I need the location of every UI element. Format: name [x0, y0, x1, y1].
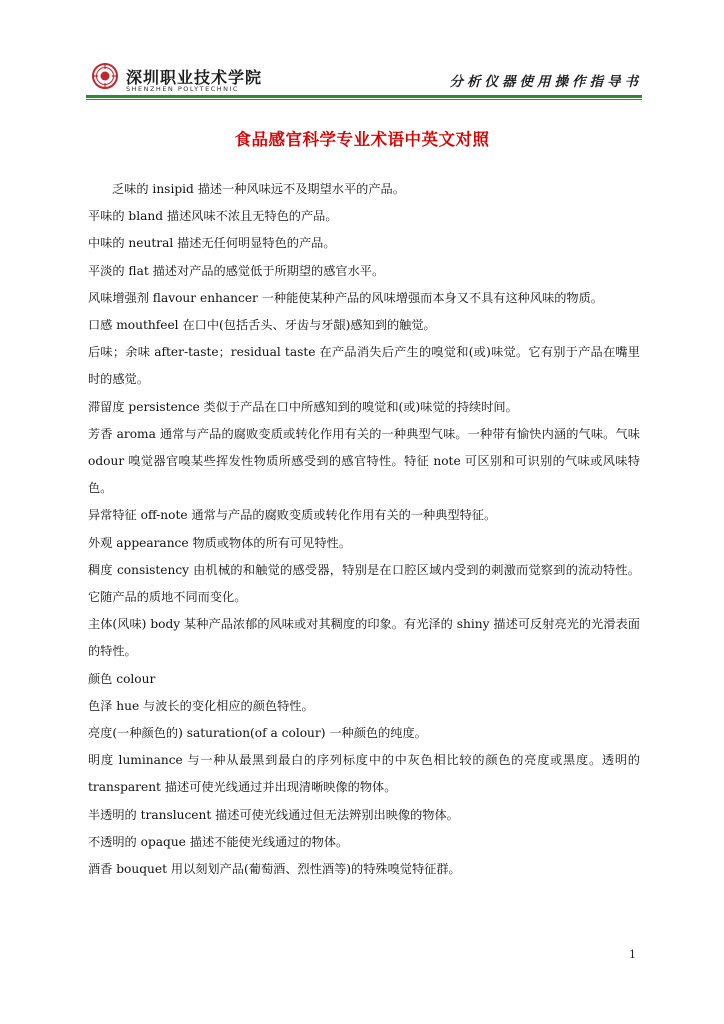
- header-divider-thin: [86, 99, 642, 100]
- glossary-entry: 芳香 aroma 通常与产品的腐败变质或转化作用有关的一种典型气味。一种带有愉快内涵的气味。气味 odour 嗅觉器官嗅某些挥发性物质所感受到的感官特性。特征 note 可区别和可识别的气味或风味特色。: [88, 426, 640, 496]
- glossary-entry: 口感 mouthfeel 在口中(包括舌头、牙齿与牙龈)感知到的触觉。: [88, 318, 436, 333]
- page-number: 1: [629, 948, 636, 961]
- glossary-entry: 不透明的 opaque 描述不能使光线通过的物体。: [88, 834, 349, 849]
- glossary-entry: 半透明的 translucent 描述可使光线通过但无法辨别出映像的物体。: [88, 807, 459, 822]
- header-divider: [86, 95, 642, 98]
- glossary-entry: 颜色 colour: [88, 671, 156, 686]
- document-series-title: 分析仪器使用操作指导书: [449, 74, 642, 90]
- glossary-entry: 色泽 hue 与波长的变化相应的颜色特性。: [88, 698, 314, 713]
- glossary-entry: 异常特征 off-note 通常与产品的腐败变质或转化作用有关的一种典型特征。: [88, 508, 497, 523]
- glossary-entry: 风味增强剂 flavour enhancer 一种能使某种产品的风味增强而本身又不具有这种风味的物质。: [88, 290, 603, 305]
- glossary-entry: 明度 luminance 与一种从最黑到最白的序列标度中的中灰色相比较的颜色的亮度或黑度。透明的 transparent 描述可使光线通过并出现清晰映像的物体。: [88, 753, 640, 795]
- glossary-entry: 外观 appearance 物质或物体的所有可见特性。: [88, 535, 351, 550]
- glossary-entry: 乏味的 insipid 描述一种风味远不及期望水平的产品。: [112, 182, 405, 196]
- glossary-entry: 平味的 bland 描述风味不浓且无特色的产品。: [88, 209, 338, 224]
- school-seal-icon: [92, 63, 118, 89]
- glossary-entry: 主体(风味) body 某种产品浓郁的风味或对其稠度的印象。有光泽的 shiny 描述可反射亮光的光滑表面的特性。: [88, 617, 640, 659]
- glossary-entry: 亮度(一种颜色的) saturation(of a colour) 一种颜色的纯度。: [88, 726, 427, 741]
- glossary-entry: 中味的 neutral 描述无任何明显特色的产品。: [88, 236, 336, 251]
- glossary-body: [88, 176, 640, 883]
- glossary-entry: 滞留度 persistence 类似于产品在口中所感知到的嗅觉和(或)味觉的持续时间。: [88, 399, 518, 414]
- page-title: 食品感官科学专业术语中英文对照: [234, 130, 490, 149]
- school-name-cn: 深圳职业技术学院: [126, 68, 263, 87]
- glossary-entry: 稠度 consistency 由机械的和触觉的感受器，特别是在口腔区域内受到的刺激而觉察到的流动特性。它随产品的质地不同而变化。: [88, 562, 640, 605]
- school-name-en: SHENZHEN POLYTECHNIC: [126, 85, 239, 93]
- glossary-entry: 平淡的 flat 描述对产品的感觉低于所期望的感官水平。: [88, 263, 385, 278]
- glossary-entry: 后味；余味 after-taste；residual taste 在产品消失后产生的嗅觉和(或)味觉。它有别于产品在嘴里时的感觉。: [88, 345, 640, 387]
- glossary-entry: 酒香 bouquet 用以刻划产品(葡萄酒、烈性酒等)的特殊嗅觉特征群。: [88, 862, 461, 877]
- page-header: [86, 60, 642, 100]
